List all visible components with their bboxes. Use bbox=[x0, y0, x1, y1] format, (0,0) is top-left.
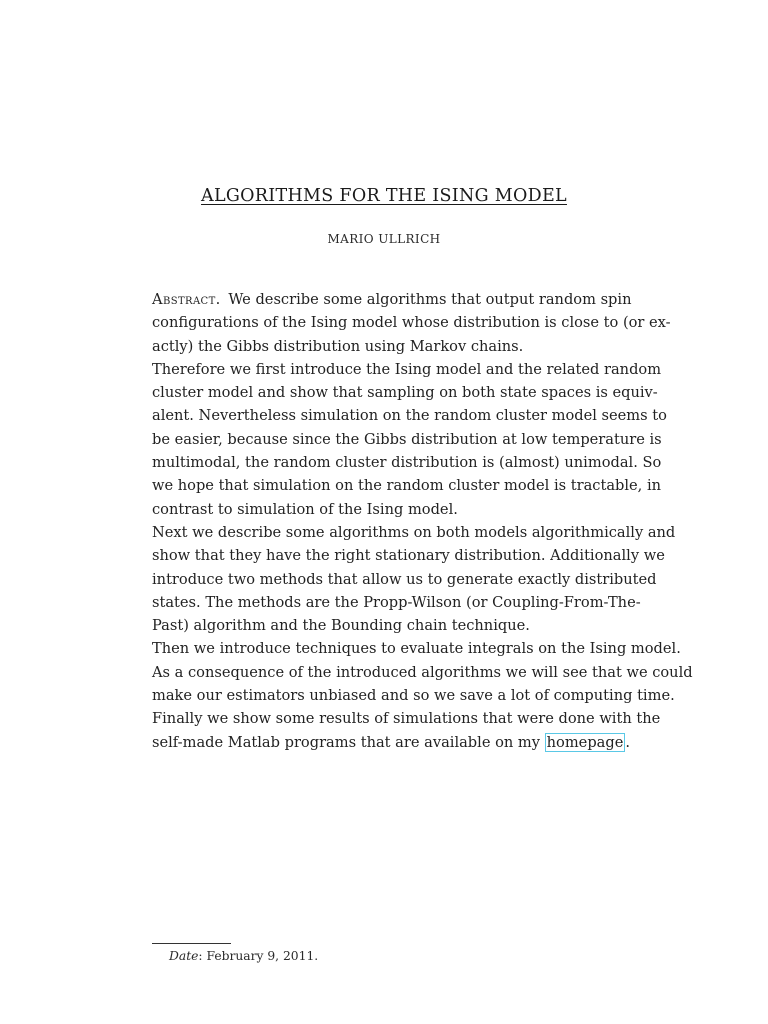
abstract-label: Abstract. bbox=[152, 291, 221, 308]
abstract-line bbox=[152, 731, 630, 754]
abstract-line bbox=[152, 288, 632, 311]
date-label: Date bbox=[169, 949, 199, 963]
abstract-line: Next we describe some algorithms on both models algorithmically and bbox=[152, 523, 676, 541]
abstract-line: be easier, because since the Gibbs distribution at low temperature is bbox=[152, 430, 662, 448]
abstract-line: contrast to simulation of the Ising model. bbox=[152, 500, 458, 518]
author-name: MARIO ULLRICH bbox=[327, 232, 441, 246]
abstract-line: multimodal, the random cluster distribution is (almost) unimodal. So bbox=[152, 454, 662, 472]
abstract-line: show that they have the right stationary distribution. Additionally we bbox=[152, 547, 665, 565]
abstract-line: Past) algorithm and the Bounding chain technique. bbox=[152, 617, 530, 635]
footnote-date bbox=[169, 949, 318, 963]
abstract-line: As a consequence of the introduced algorithms we will see that we could bbox=[152, 663, 693, 681]
paper-title: ALGORITHMS FOR THE ISING MODEL bbox=[201, 186, 567, 206]
abstract-line: Finally we show some results of simulations that were done with the bbox=[152, 710, 661, 728]
abstract-line: states. The methods are the Propp-Wilson (or Coupling-From-The- bbox=[152, 593, 641, 611]
abstract-line: we hope that simulation on the random cluster model is tractable, in bbox=[152, 477, 662, 495]
abstract-line: introduce two methods that allow us to generate exactly distributed bbox=[152, 570, 657, 588]
abstract-line: Therefore we first introduce the Ising model and the related random bbox=[152, 360, 662, 378]
abstract-line: alent. Nevertheless simulation on the random cluster model seems to bbox=[152, 407, 667, 425]
abstract-line: cluster model and show that sampling on both state spaces is equiv- bbox=[152, 384, 658, 402]
abstract-line: actly) the Gibbs distribution using Markov chains. bbox=[152, 337, 524, 355]
abstract-line: make our estimators unbiased and so we save a lot of computing time. bbox=[152, 687, 675, 705]
abstract-line-text: self-made Matlab programs that are available on my bbox=[152, 733, 541, 751]
abstract-end-punct: . bbox=[625, 733, 630, 751]
abstract-line-text: We describe some algorithms that output random spin bbox=[228, 291, 632, 308]
footnote-rule bbox=[152, 943, 231, 944]
abstract-line: Then we introduce techniques to evaluate integrals on the Ising model. bbox=[152, 640, 681, 658]
abstract bbox=[152, 288, 693, 754]
date-value: : February 9, 2011. bbox=[198, 949, 319, 963]
abstract-line: configurations of the Ising model whose distribution is close to (or ex- bbox=[152, 314, 671, 332]
homepage-link[interactable]: homepage bbox=[546, 733, 624, 751]
